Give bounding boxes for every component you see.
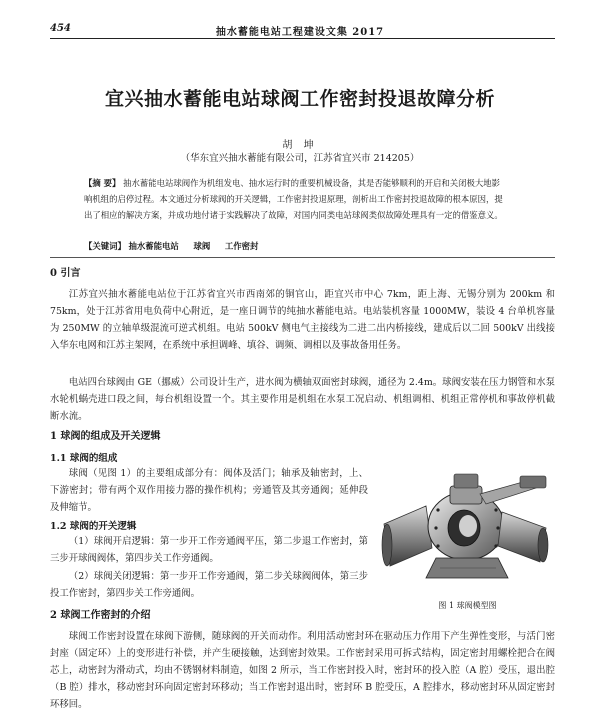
abstract-rule (50, 257, 555, 258)
section-heading-1: 1 球阀的组成及开关逻辑 (50, 431, 161, 442)
header-rule (50, 38, 555, 39)
ball-valve-model-image (380, 466, 555, 586)
article-title: 宜兴抽水蓄能电站球阀工作密封投退故障分析 (104, 88, 495, 110)
keyword: 工作密封 (224, 241, 259, 251)
figure-1 (380, 466, 555, 586)
subsection-heading-1-2: 1.2 球阀的开关逻辑 (50, 521, 137, 532)
abstract-label: 【摘 要】 (84, 178, 121, 188)
figure-1-caption: 图 1 球阀模型图 (438, 601, 497, 610)
affiliation: （华东宜兴抽水蓄能有限公司，江苏省宜兴市 214205） (180, 153, 420, 164)
author: 胡 坤 (282, 140, 318, 151)
abstract-text: 抽水蓄能电站球阀作为机组发电、抽水运行时的重要机械设备，其是否能够顺利的开启和关闭极大地影响机组的启停过程。本文通过分析球阀的开关逻辑，工作密封投退原理，剖析出工作密封投退故障的根本原因，提出了相应的解决方案，并成功地付诸于实践解决了故障，对国内同类电站球阀类似故障处理具有一定的借鉴意义。 (84, 178, 503, 220)
paragraph: 球阀工作密封设置在球阀下游侧，随球阀的开关而动作。利用活动密封环在驱动压力作用下产生弹性变形，与活门密封座（固定环）上的变形进行补偿，并产生硬接触，达到密封效果。工作密封采用可拆式结构，固定密封用螺栓把合在阀芯上，动密封为滑动式，均由不锈钢材料制造，如图 2 所示，当工作密封投入时，密封环的投入腔（A 腔）受压，退出腔（B 腔）排水，移动密封环向固定密封环移动；当工作密封退出时，密封环 B 腔受压，A 腔排水，移动密封环从固定密封环移回。 (50, 631, 555, 710)
keyword: 球阀 (193, 241, 211, 251)
keywords-label: 【关键词】 (84, 241, 126, 251)
paragraph: 江苏宜兴抽水蓄能电站位于江苏省宜兴市西南郊的铜官山，距宜兴市中心 7km，距上海、无锡分别为 200km 和 75km，处于江苏省用电负荷中心附近，是一座日调节的纯抽水蓄能电站。电站装机容量 1000MW，装设 4 台单机容量为 250MW 的立轴单级混流可逆式机组。电站 500kV 侧电气主接线为二进二出内桥接线，建成后以二回 500kV 出线接入华东电网和江苏主架网，在系统中承担调峰、填谷、调频、调相以及事故备用任务。 (50, 289, 555, 351)
abstract (84, 175, 504, 223)
subsection-heading-1-1: 1.1 球阀的组成 (50, 453, 118, 464)
paragraph: 球阀（见图 1）的主要组成部分有：阀体及活门；轴承及轴密封，上、下游密封；带有两个双作用接力器的操作机构；旁通管及其旁通阀；延伸段及伸缩节。 (50, 468, 368, 513)
paragraph: （2）球阀关闭逻辑：第一步开工作旁通阀，第二步关球阀阀体，第三步投工作密封，第四步关工作旁通阀。 (50, 571, 368, 599)
section-heading-2: 2 球阀工作密封的介绍 (50, 610, 151, 621)
journal-title: 抽水蓄能电站工程建设文集 2017 (215, 27, 385, 38)
paragraph: 电站四台球阀由 GE（挪威）公司设计生产，进水阀为横轴双面密封球阀，通径为 2.4m。球阀安装在压力钢管和水泵水轮机蜗壳进口段之间，每台机组设置一个。其主要作用是机组在水泵工况启动、机组调相、机组正常停机和事故停机截断水流。 (50, 377, 555, 422)
paragraph: （1）球阀开启逻辑：第一步开工作旁通阀平压，第二步退工作密封，第三步开球阀阀体，第四步关工作旁通阀。 (50, 536, 368, 564)
page-number: 454 (50, 23, 71, 34)
section-heading-0: 0 引言 (50, 268, 81, 279)
keyword: 抽水蓄能电站 (128, 241, 179, 251)
keywords (84, 240, 504, 252)
